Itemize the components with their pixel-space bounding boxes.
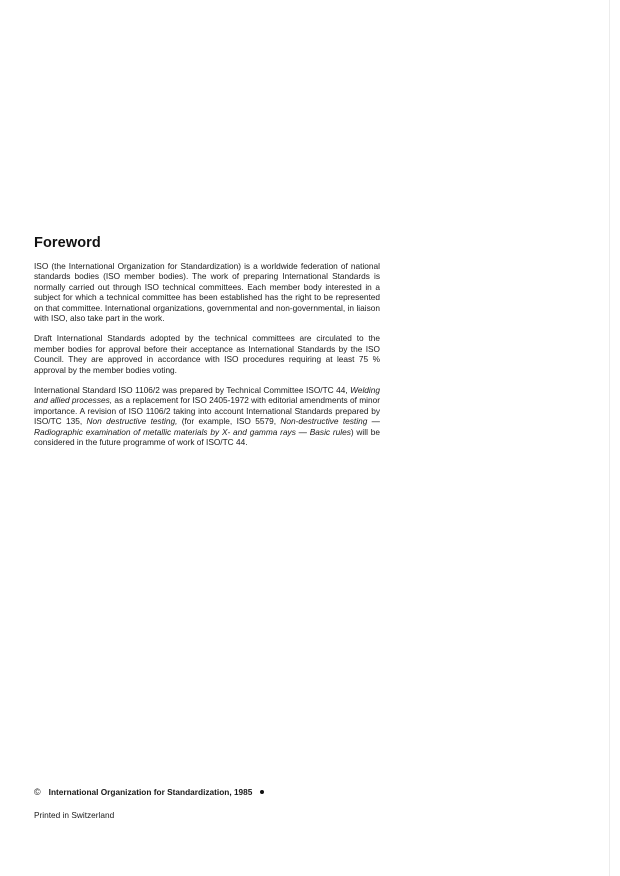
p3-text-1: International Standard ISO 1106/2 was prepared by Technical Committee ISO/TC 44, bbox=[34, 385, 348, 396]
printed-in-text: Printed in Switzerland bbox=[34, 810, 115, 820]
p3-text-3: (for example, ISO 5579, bbox=[177, 416, 281, 427]
foreword-section bbox=[34, 235, 380, 458]
copyright-icon: © bbox=[34, 787, 41, 797]
bullet-dot-icon bbox=[260, 790, 264, 794]
paragraph-iso-intro: ISO (the International Organization for Standardization) is a worldwide federation of national standards bodies (ISO member bodies). The work of preparing International Standards is normally carried out through ISO technical committees. Each member body interested in a subject for which a technical committee has been established has the right to be represented on that committee. International organizations, governmental and non-governmental, in liaison with ISO, also take part in the work. bbox=[34, 261, 380, 324]
p3-text-2: as a replacement for ISO 2405-1972 with editorial amendments of minor importance. A revision of ISO 1106/2 taking into account International Standards prepared by ISO/TC 135, bbox=[34, 395, 381, 427]
p3-italic-welding: Welding and allied processes, bbox=[34, 385, 380, 406]
p3-italic-ndt: Non destructive testing, bbox=[86, 416, 178, 427]
foreword-heading: Foreword bbox=[34, 235, 101, 251]
copyright-text: International Organization for Standardization, 1985 bbox=[48, 787, 253, 797]
page-edge-line bbox=[609, 0, 610, 876]
copyright-footer bbox=[34, 787, 264, 797]
p3-italic-radiographic: Non-destructive testing — Radiographic examination of metallic materials by X- and gamma rays — Basic rules bbox=[34, 416, 380, 437]
paragraph-draft-standards: Draft International Standards adopted by the technical committees are circulated to the member bodies for approval before their acceptance as International Standards by the ISO Council. They are approved in accordance with ISO procedures requiring at least 75 % approval by the member bodies voting. bbox=[34, 333, 380, 375]
p3-text-4: ) will be considered in the future programme of work of ISO/TC 44. bbox=[34, 426, 380, 448]
paragraph-standard-preparation bbox=[34, 385, 380, 447]
